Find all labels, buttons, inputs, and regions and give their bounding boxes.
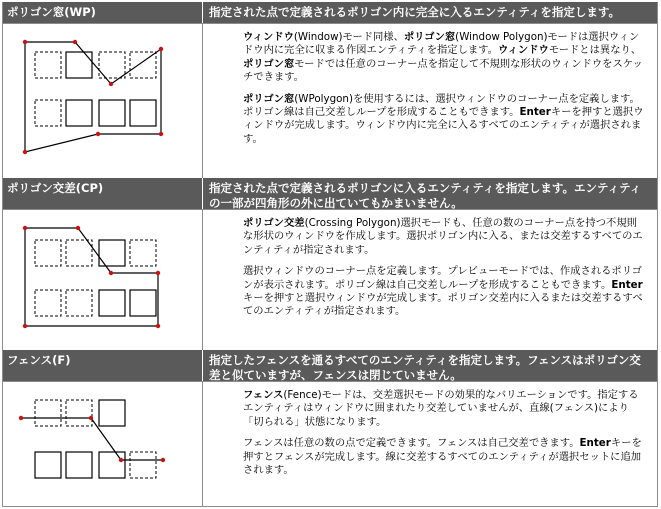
fence-illustration: [3, 382, 203, 506]
bold-term: ウィンドウ: [497, 44, 549, 57]
description-paragraph: [243, 93, 647, 147]
bold-term: ウィンドウ: [243, 31, 294, 43]
text-run: キーを押すとフェンスが完成します。線に交差するすべてのエンティティが選択セットに追加されます。: [243, 437, 642, 477]
selected-entity: [130, 100, 156, 126]
text-run: 選択ウィンドウのコーナー点を定義します。プレビューモードでは、作成されるポリゴンが表示されます。ポリゴン線は自己交差しループを形成することもできます。: [243, 265, 643, 291]
text-run: キーを押すと選択ウィンドウが完成します。ポリゴン交差内に入るまたは交差するすべてのエンティティが指定されます。: [243, 292, 643, 318]
text-run: モードでは任意のコーナー点を指定して不規則な形状のウィンドウをスケッチできます。: [243, 57, 643, 84]
bold-term: Enter: [579, 437, 611, 450]
dashed-entity: [35, 100, 61, 126]
polygon-outline: [25, 42, 161, 152]
section-fence: [3, 350, 657, 506]
mode-description: [203, 210, 657, 350]
selected-entity: [66, 100, 92, 126]
text-run: (Crossing Polygon)選択モードも、任意の数のコーナー点を持つ不規則な形状のウィンドウを作成します。選択ポリゴン内に入る、または交差するすべてのエンティティが指定されます。: [243, 217, 643, 256]
text-run: モードとは異なり、: [548, 44, 642, 57]
bold-term: Enter: [611, 278, 643, 291]
dashed-entity: [35, 52, 61, 78]
text-run: (WPolygon)を使用するには、選択ウィンドウのコーナー点を定義します。ポリゴン線は自己交差しループを形成することもできます。: [243, 92, 640, 119]
bold-term: Enter: [519, 106, 551, 119]
text-run: (Fence)モードは、交差選択モードの効果的なバリエーションです。指定するエンティティはウィンドウに囲まれたり交差していませんが、直線(フェンス)により「切られる」状態になります。: [243, 389, 639, 428]
mode-description: [203, 24, 657, 178]
mode-summary: 指定したフェンスを通るすべてのエンティティを指定します。フェンスはポリゴン交差と似ていますが、フェンスは閉じていません。: [209, 353, 641, 382]
mode-summary: 指定された点で定義されるポリゴンに入るエンティティを指定します。エンティティの一部が四角形の外に出ていてもかまいません。: [209, 181, 642, 210]
section-header: [3, 178, 657, 209]
window-polygon-diagram: [3, 24, 203, 178]
bold-term: ポリゴン窓: [403, 31, 456, 43]
text-run: フェンスは任意の数の点で定義できます。フェンスは自己交差できます。: [243, 437, 580, 450]
section-window-polygon: [3, 2, 657, 178]
mode-name: ポリゴン交差(CP): [3, 178, 203, 209]
text-run: (Window Polygon)モードは選択ウィンドウ内に完全に収まる作図エンティティを指定します。: [243, 31, 640, 57]
mode-name: ポリゴン窓(WP): [3, 2, 203, 23]
section-header: [3, 2, 657, 23]
selection-modes-table: [2, 2, 658, 507]
selected-entity: [99, 100, 125, 126]
window-polygon-illustration: [3, 24, 203, 178]
selected-entity: [66, 52, 92, 78]
description-paragraph: [243, 217, 647, 257]
bold-term: ポリゴン交差: [243, 217, 305, 229]
crossing-polygon-diagram: [3, 210, 203, 350]
mode-description: [203, 382, 657, 506]
bold-term: ポリゴン窓: [243, 92, 295, 105]
crossing-polygon-illustration: [3, 210, 203, 350]
section-crossing-polygon: [3, 178, 657, 350]
mode-name: フェンス(F): [3, 350, 203, 381]
bold-term: フェンス: [243, 389, 284, 401]
description-paragraph: [243, 389, 647, 429]
description-paragraph: [243, 437, 647, 477]
fence-diagram: [3, 382, 203, 506]
bold-term: ポリゴン窓: [243, 57, 295, 70]
text-run: (Window)モード同様、: [293, 31, 404, 43]
description-paragraph: [243, 265, 647, 319]
mode-summary: 指定された点で定義されるポリゴン内に完全に入るエンティティを指定します。: [209, 5, 621, 19]
text-run: キーを押すと選択ウィンドウが完成します。ウィンドウ内に完全に入るすべてのエンティティが選択されます。: [243, 106, 644, 145]
description-paragraph: [243, 31, 647, 85]
section-header: [3, 350, 657, 381]
